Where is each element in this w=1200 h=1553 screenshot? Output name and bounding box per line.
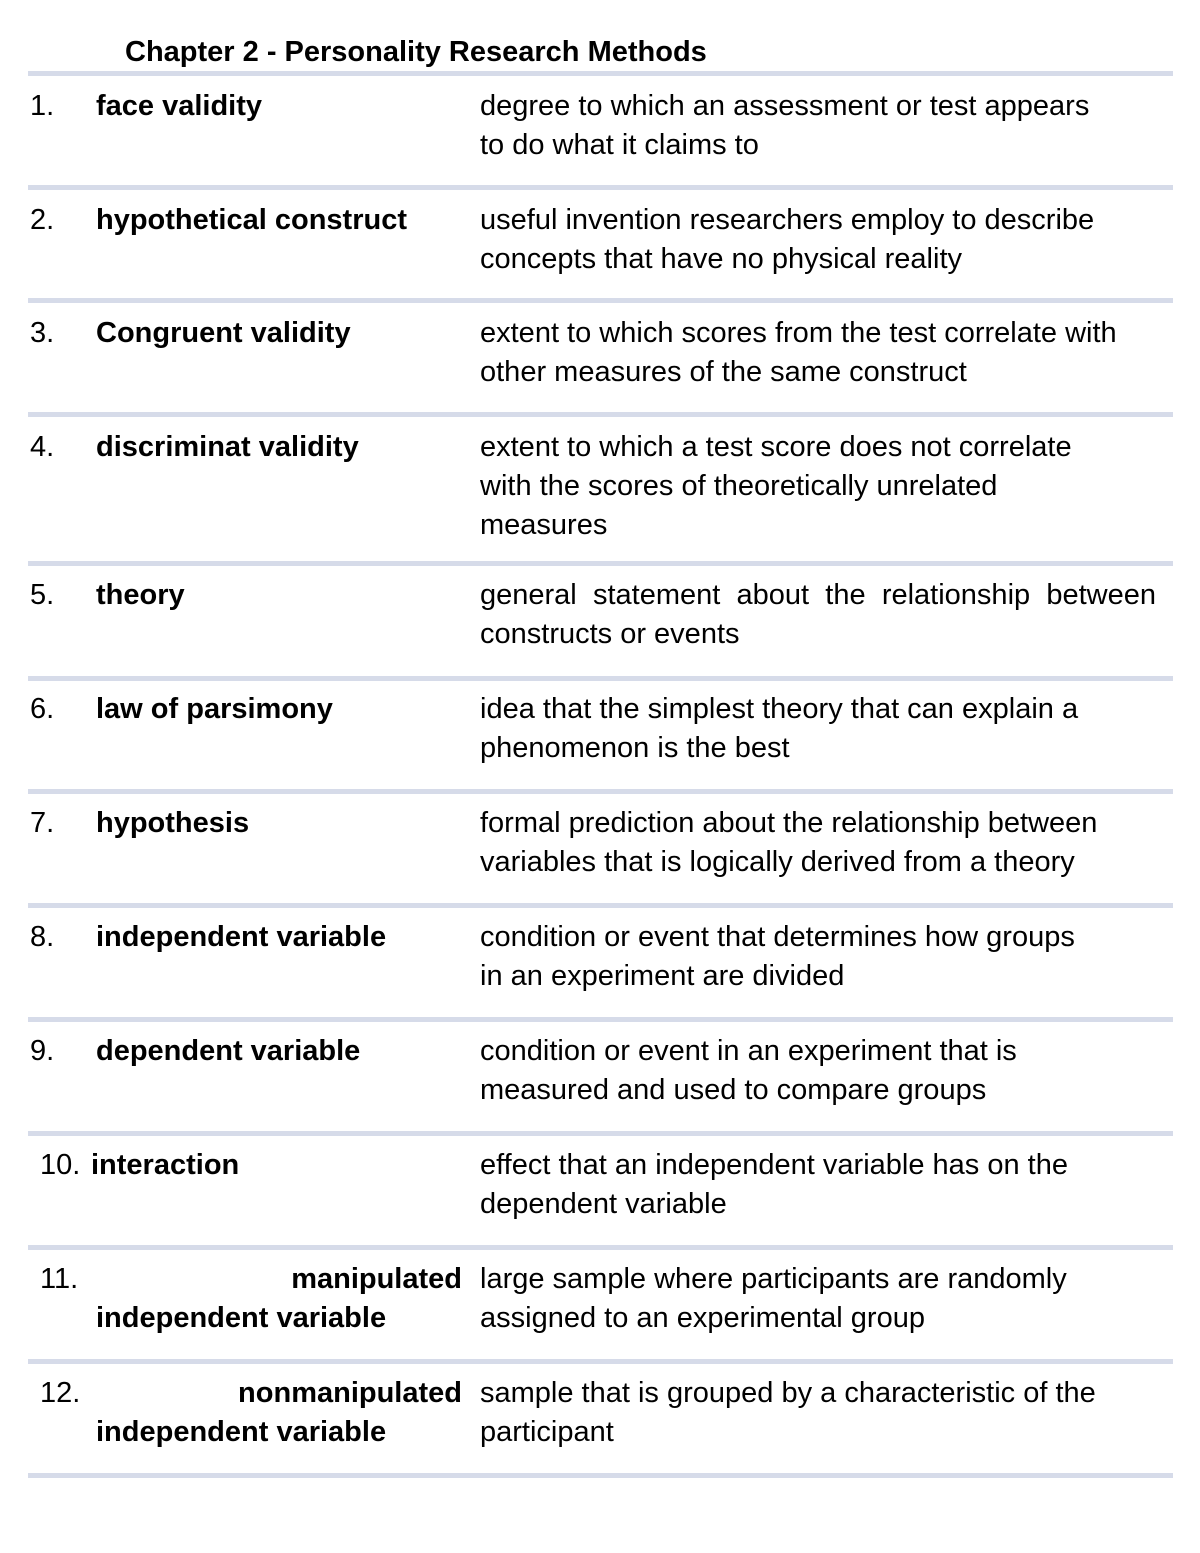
item-term: theory — [96, 579, 185, 611]
item-definition: sample that is grouped by a characteristic of the participant — [480, 1377, 1096, 1448]
list-item — [0, 576, 1200, 676]
divider — [28, 1359, 1173, 1364]
item-number: 9. — [30, 1035, 55, 1067]
divider — [28, 1473, 1173, 1478]
item-number: 2. — [30, 204, 55, 236]
item-number: 11. — [40, 1263, 79, 1295]
list-item — [0, 87, 1200, 187]
item-number: 5. — [30, 579, 55, 611]
item-term-line2: independent variable — [96, 1416, 387, 1448]
item-term — [96, 1374, 462, 1452]
item-term-line1: nonmanipulated — [238, 1377, 462, 1409]
item-term: interaction — [91, 1149, 240, 1181]
list-item — [0, 1260, 1200, 1360]
item-term: independent variable — [96, 921, 387, 953]
list-item — [0, 690, 1200, 790]
item-term: hypothesis — [96, 807, 250, 839]
item-definition: formal prediction about the relationship between variables that is logically derived from a theory — [480, 807, 1098, 878]
divider — [28, 561, 1173, 566]
item-term-line1: manipulated — [291, 1263, 462, 1295]
list-item — [0, 428, 1200, 541]
item-number: 6. — [30, 693, 55, 725]
item-number: 10. — [40, 1149, 81, 1181]
divider — [28, 676, 1173, 681]
item-definition: general statement about the relationship between constructs or events — [480, 579, 1156, 650]
divider — [28, 1017, 1173, 1022]
item-definition: idea that the simplest theory that can explain a phenomenon is the best — [480, 693, 1079, 764]
item-definition: condition or event that determines how groups in an experiment are divided — [480, 921, 1075, 992]
item-term-line2: independent variable — [96, 1302, 387, 1334]
item-number: 4. — [30, 431, 55, 463]
item-term — [96, 1260, 462, 1338]
item-definition: useful invention researchers employ to describe concepts that have no physical reality — [480, 204, 1095, 275]
item-definition: extent to which scores from the test correlate with other measures of the same construct — [480, 317, 1117, 388]
divider — [28, 185, 1173, 190]
list-item — [0, 314, 1200, 414]
list-item — [0, 1374, 1200, 1474]
item-number: 1. — [30, 90, 55, 122]
divider — [28, 789, 1173, 794]
item-term: hypothetical construct — [96, 204, 407, 236]
item-term: face validity — [96, 90, 263, 122]
item-definition: effect that an independent variable has on the dependent variable — [480, 1149, 1068, 1220]
page-title: Chapter 2 - Personality Research Methods — [125, 36, 707, 68]
list-item — [0, 201, 1200, 301]
item-number: 8. — [30, 921, 55, 953]
list-item — [0, 918, 1200, 1018]
divider — [28, 412, 1173, 417]
item-term: Congruent validity — [96, 317, 351, 349]
list-item — [0, 1146, 1200, 1246]
item-term: dependent variable — [96, 1035, 361, 1067]
divider — [28, 298, 1173, 303]
item-definition: extent to which a test score does not correlate with the scores of theoretically unrelated measures — [480, 431, 1072, 541]
item-term: law of parsimony — [96, 693, 333, 725]
item-definition: large sample where participants are randomly assigned to an experimental group — [480, 1263, 1067, 1334]
divider — [28, 1131, 1173, 1136]
item-definition: condition or event in an experiment that is measured and used to compare groups — [480, 1035, 1017, 1106]
divider — [28, 71, 1173, 76]
divider — [28, 903, 1173, 908]
list-item — [0, 804, 1200, 904]
item-definition: degree to which an assessment or test appears to do what it claims to — [480, 90, 1090, 161]
divider — [28, 1245, 1173, 1250]
item-number: 12. — [40, 1377, 81, 1409]
item-term: discriminat validity — [96, 431, 359, 463]
item-number: 3. — [30, 317, 55, 349]
item-number: 7. — [30, 807, 55, 839]
list-item — [0, 1032, 1200, 1132]
